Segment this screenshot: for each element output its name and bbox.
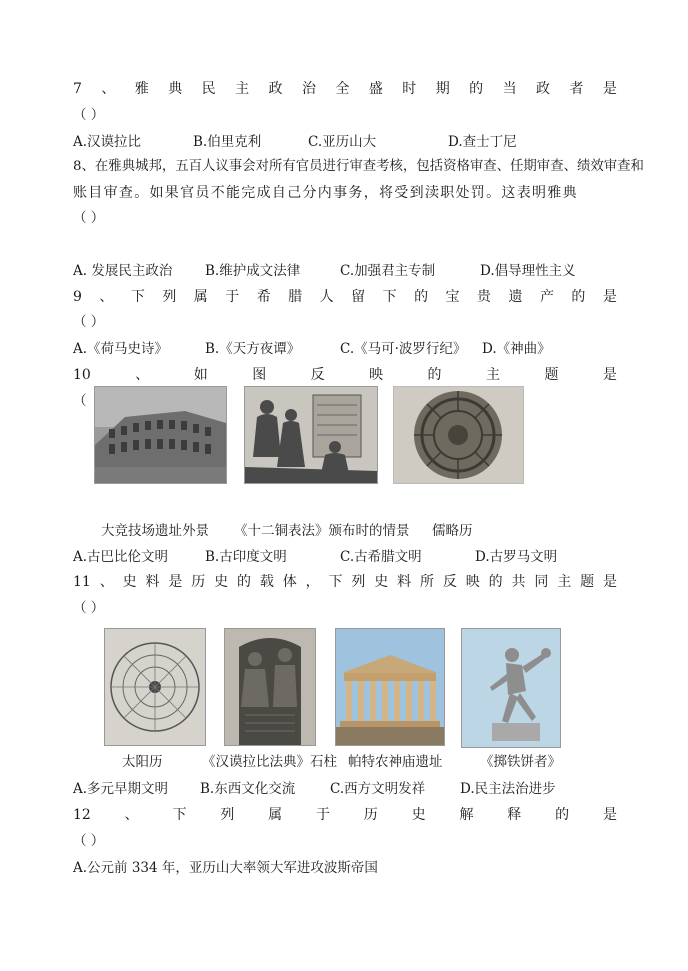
- q11-stem-char: 料: [145, 574, 160, 590]
- q8-line1: 8、在雅典城邦，五百人议事会对所有官员进行审查考核，包括资格审查、任期审查、绩效审查和: [73, 159, 644, 174]
- q11-stem-char: 映: [465, 574, 480, 590]
- q9-paren: （ ）: [73, 314, 105, 330]
- q9-stem-char: 下: [382, 289, 397, 305]
- q11-stem-char: 料: [397, 574, 412, 590]
- q8-option-b: B.维护成文法律: [205, 263, 301, 279]
- q7-option-a: A.汉谟拉比: [73, 134, 142, 150]
- q12-stem-char: 属: [268, 807, 283, 823]
- q9-stem-char: 腊: [288, 289, 303, 305]
- q7-stem-char: 治: [301, 81, 316, 97]
- q10-stem-char: 10: [73, 367, 91, 383]
- q9-stem-char: 9: [73, 289, 82, 305]
- q9-stem-char: 留: [351, 289, 366, 305]
- q9-stem-char: 人: [319, 289, 334, 305]
- q10-stem-char: 主: [486, 367, 500, 383]
- q9-stem-char: 是: [602, 289, 617, 305]
- q11-stem-char: 的: [488, 574, 503, 590]
- q9-stem-char: 于: [225, 289, 240, 305]
- q11-stem-char: 史: [122, 574, 137, 590]
- q9-stem: [73, 288, 617, 306]
- q9-stem-char: 的: [414, 289, 429, 305]
- q10-stem-char: 是: [602, 367, 617, 383]
- q11-stem-char: 所: [419, 574, 434, 590]
- q7-option-d: D.查士丁尼: [448, 134, 517, 150]
- q10-caption-julian: 儒略历: [432, 523, 473, 539]
- solar-calendar-image: [104, 628, 206, 746]
- q10-stem-char: 反: [310, 367, 325, 383]
- q7-stem-char: 政: [536, 81, 551, 97]
- q11-stem-char: 主: [557, 574, 572, 590]
- q7-stem-char: 典: [168, 81, 183, 97]
- q12-stem-char: 释: [507, 807, 522, 823]
- q8-line2: 账目审查。如果官员不能完成自己分内事务，将受到渎职处罚。这表明雅典: [73, 185, 578, 201]
- q10-stem-char: 、: [135, 367, 150, 383]
- q9-option-d: D.《神曲》: [482, 341, 551, 357]
- q9-stem-char: 产: [539, 289, 554, 305]
- q9-stem-char: 希: [256, 289, 271, 305]
- parthenon-image: [335, 628, 445, 746]
- q9-stem-char: 、: [99, 289, 114, 305]
- q7-stem-char: 时: [402, 81, 417, 97]
- q9-stem-char: 贵: [477, 289, 492, 305]
- q10-option-d: D.古罗马文明: [475, 549, 558, 565]
- q10-caption-colosseum: 大竞技场遗址外景: [101, 523, 209, 539]
- q11-stem-char: 、: [99, 574, 114, 590]
- q11-stem-char: 下: [328, 574, 343, 590]
- q7-stem-char: 的: [469, 81, 484, 97]
- q11-stem-char: 体: [282, 574, 297, 590]
- q12-stem-char: 历: [363, 807, 378, 823]
- q9-option-a: A.《荷马史诗》: [73, 341, 169, 357]
- q10-option-b: B.古印度文明: [205, 549, 287, 565]
- q10-stem-char: 的: [427, 367, 442, 383]
- q11-option-d: D.民主法治进步: [460, 781, 556, 797]
- q11-stem-char: 是: [602, 574, 617, 590]
- hammurabi-stele-image: [224, 628, 316, 746]
- q9-stem-char: 列: [162, 289, 177, 305]
- q11-stem-char: 共: [511, 574, 526, 590]
- discobolus-image: [461, 628, 561, 748]
- q12-paren: （ ）: [73, 833, 105, 849]
- q11-stem-char: 题: [580, 574, 595, 590]
- q10-stem-char: 题: [544, 367, 559, 383]
- q11-stem-char: 11: [73, 574, 91, 590]
- q8-option-d: D.倡导理性主义: [480, 263, 576, 279]
- q11-stem-char: 史: [374, 574, 389, 590]
- q9-stem-char: 属: [193, 289, 208, 305]
- q8-option-c: C.加强君主专制: [340, 263, 436, 279]
- q11-caption-hammurabi: 《汉谟拉比法典》石柱: [202, 754, 337, 770]
- q7-stem-char: 者: [569, 81, 584, 97]
- q7-stem-char: 当: [502, 81, 517, 97]
- q12-stem-char: 12: [73, 807, 91, 823]
- q12-stem-char: 的: [555, 807, 570, 823]
- q10-option-c: C.古希腊文明: [340, 549, 422, 565]
- q12-stem-char: 列: [220, 807, 235, 823]
- q11-paren: （ ）: [73, 600, 105, 616]
- q12-stem-char: 下: [172, 807, 187, 823]
- q7-stem-char: 政: [268, 81, 283, 97]
- q10-stem-char: 图: [252, 367, 267, 383]
- q11-stem-char: 是: [168, 574, 183, 590]
- q11-caption-solar: 太阳历: [122, 754, 163, 770]
- q7-option-c: C.亚历山大: [308, 134, 377, 150]
- q11-stem-char: 列: [351, 574, 366, 590]
- q9-stem-char: 宝: [445, 289, 460, 305]
- q9-option-b: B.《天方夜谭》: [205, 341, 301, 357]
- q10-caption-twelve-tables: 《十二铜表法》颁布时的情景: [234, 523, 410, 539]
- q11-stem-char: 史: [214, 574, 229, 590]
- q7-stem-char: 民: [201, 81, 216, 97]
- q7-stem-char: 主: [235, 81, 250, 97]
- q10-stem-char: 映: [369, 367, 384, 383]
- q9-stem-char: 下: [130, 289, 145, 305]
- q11-stem-char: ，: [305, 574, 320, 590]
- q11-caption-discobolus: 《掷铁饼者》: [480, 754, 561, 770]
- q11-option-c: C.西方文明发祥: [330, 781, 426, 797]
- q7-stem-char: 全: [335, 81, 350, 97]
- q11-stem-char: 同: [534, 574, 549, 590]
- julian-calendar-image: [393, 386, 524, 484]
- q7-stem-char: 是: [602, 81, 617, 97]
- q12-option-a: A.公元前 334 年，亚历山大率领大军进攻波斯帝国: [73, 860, 378, 876]
- q7-stem-char: 、: [101, 81, 116, 97]
- q11-option-a: A.多元早期文明: [73, 781, 169, 797]
- q10-stem-char: 如: [193, 367, 208, 383]
- colosseum-image: [94, 386, 227, 484]
- q12-stem-char: 于: [315, 807, 330, 823]
- q12-stem-char: 、: [124, 807, 139, 823]
- q10-paren: （: [73, 393, 87, 409]
- q11-caption-parthenon: 帕特农神庙遗址: [348, 754, 443, 770]
- q12-stem: [73, 806, 617, 824]
- q7-stem-char: 雅: [134, 81, 149, 97]
- q10-option-a: A.古巴比伦文明: [73, 549, 169, 565]
- q11-stem: [73, 573, 617, 591]
- q8-paren: （ ）: [73, 210, 105, 226]
- q11-stem-char: 的: [236, 574, 251, 590]
- q12-stem-char: 是: [602, 807, 617, 823]
- q7-option-b: B.伯里克利: [193, 134, 262, 150]
- q9-stem-char: 的: [571, 289, 586, 305]
- q11-option-b: B.东西文化交流: [200, 781, 296, 797]
- q11-stem-char: 反: [442, 574, 457, 590]
- q11-stem-char: 历: [191, 574, 206, 590]
- q7-stem-char: 期: [435, 81, 450, 97]
- twelve-tables-image: [244, 386, 378, 484]
- q12-stem-char: 史: [411, 807, 426, 823]
- q7-paren: （ ）: [73, 107, 105, 123]
- q10-stem: [73, 366, 617, 384]
- q7-stem-char: 7: [73, 81, 82, 97]
- q9-stem-char: 遗: [508, 289, 523, 305]
- q7-stem: [73, 80, 617, 98]
- q12-stem-char: 解: [459, 807, 474, 823]
- q11-stem-char: 载: [259, 574, 274, 590]
- q7-stem-char: 盛: [368, 81, 383, 97]
- q8-option-a: A. 发展民主政治: [73, 263, 173, 279]
- q9-option-c: C.《马可·波罗行纪》: [340, 341, 467, 357]
